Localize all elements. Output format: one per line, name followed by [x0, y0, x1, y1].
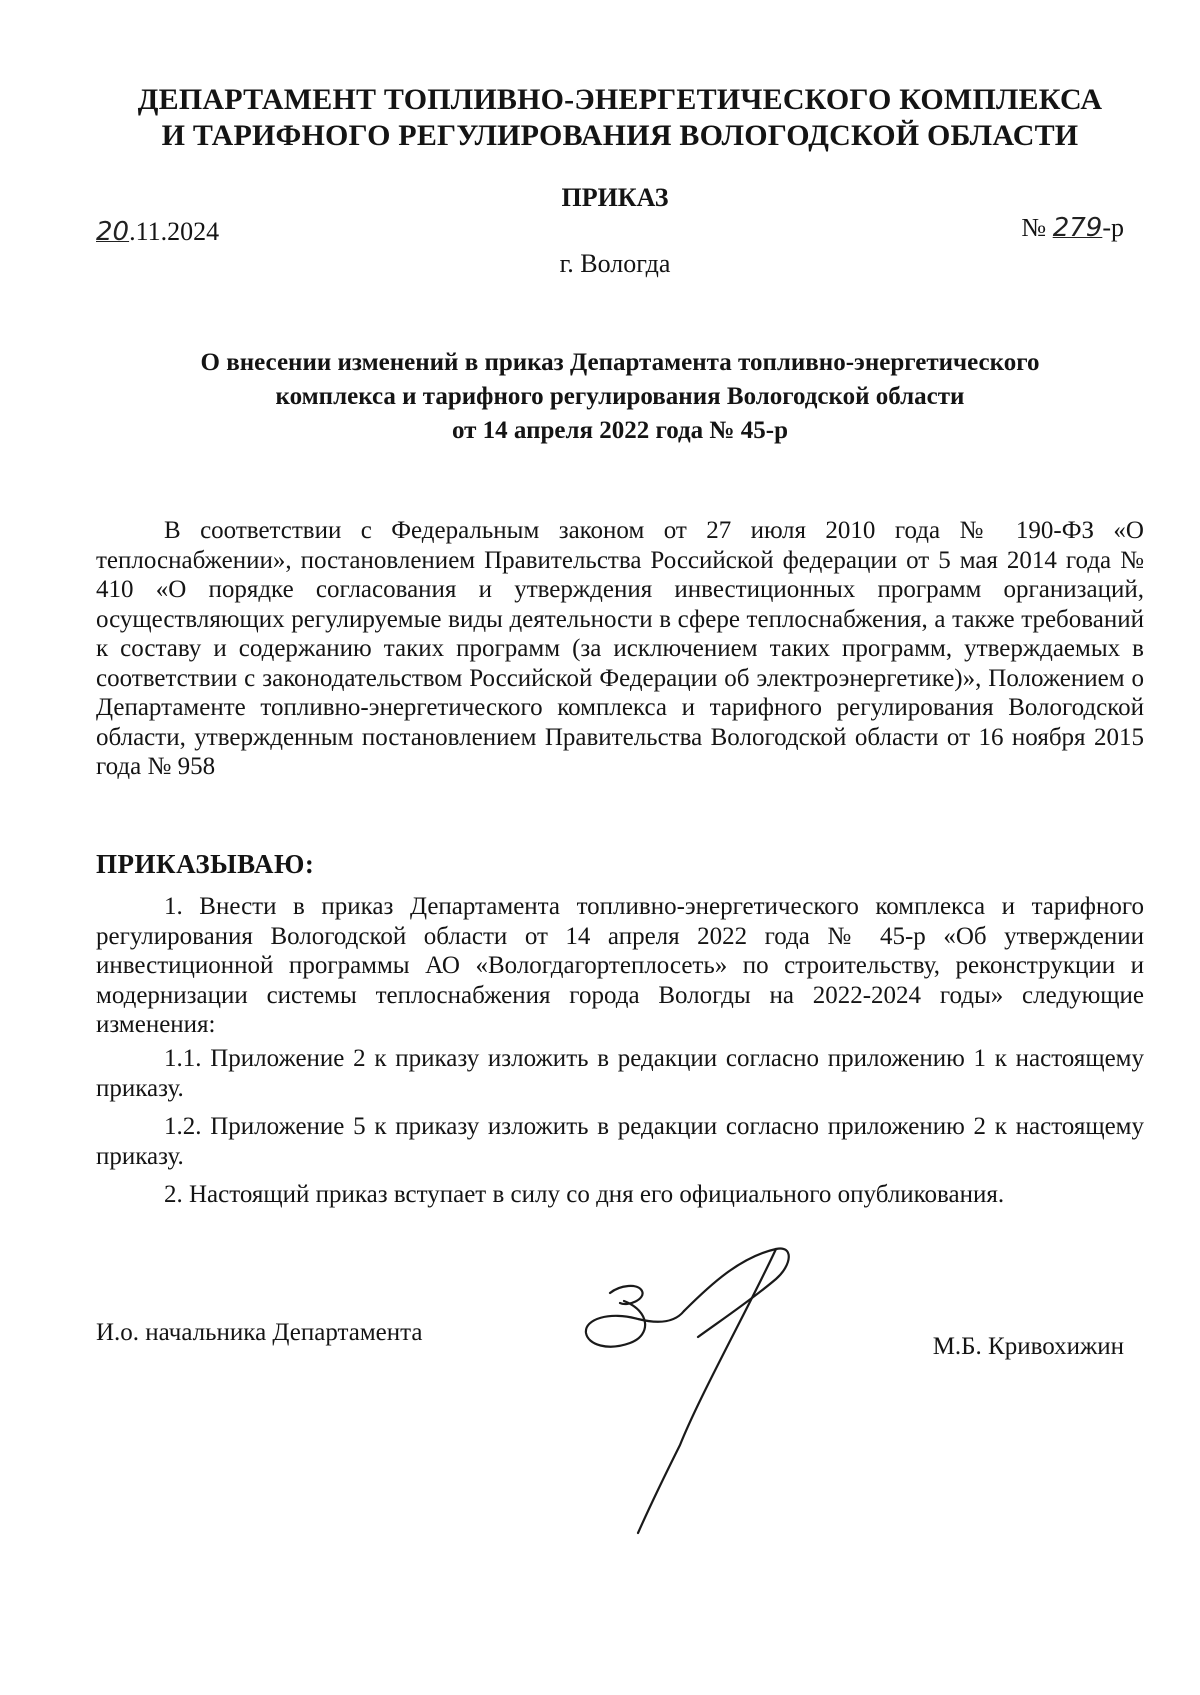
order-subject-line3: от 14 апреля 2022 года № 45-р: [451, 417, 789, 444]
order-subject-line2: комплекса и тарифного регулирования Вологодской области: [275, 383, 965, 410]
item-2-paragraph: 2. Настоящий приказ вступает в силу со дня его официального опубликования.: [164, 1181, 1005, 1208]
handwritten-signature: [580, 1245, 810, 1535]
order-date-day: 20: [96, 217, 130, 247]
department-name-line1: ДЕПАРТАМЕНТ ТОПЛИВНО-ЭНЕРГЕТИЧЕСКОГО КОМПЛЕКСА: [137, 83, 1103, 116]
order-date-rest: .11.2024: [129, 217, 220, 246]
preamble-paragraph: В соответствии с Федеральным законом от 27 июля 2010 года № 190-ФЗ «О теплоснабжении», постановлением Правительства Российской федерации от 5 мая 2014 года № 410 «О порядке согласования и утверждения инвестиционных программ организаций, осуществляющих регулируемые виды деятельности в сфере теплоснабжения, а также требований к составу и содержанию таких программ (за исключением таких программ, утверждаемых в соответствии с законодательством Российской Федерации об электроэнергетике)», Положением о Департаменте топливно-энергетического комплекса и тарифного регулирования Вологодской области, утвержденным постановлением Правительства Вологодской области от 16 ноября 2015 года № 958: [96, 517, 1144, 780]
department-name: [100, 82, 1140, 154]
item-1-2-paragraph: 1.2. Приложение 5 к приказу изложить в редакции согласно приложению 2 к настоящему приказу.: [96, 1113, 1144, 1170]
order-number-prefix: №: [1021, 213, 1053, 242]
item-1-1-paragraph: 1.1. Приложение 2 к приказу изложить в редакции согласно приложению 1 к настоящему приказу.: [96, 1045, 1144, 1102]
doc-type-title: ПРИКАЗ: [561, 183, 669, 212]
order-word: ПРИКАЗЫВАЮ:: [96, 849, 315, 879]
department-name-line2: И ТАРИФНОГО РЕГУЛИРОВАНИЯ ВОЛОГОДСКОЙ ОБЛАСТИ: [161, 119, 1079, 152]
signer-name: М.Б. Кривохижин: [932, 1333, 1124, 1360]
city: г. Вологда: [559, 249, 671, 278]
order-number: [1021, 212, 1124, 244]
signer-position: И.о. начальника Департамента: [96, 1319, 423, 1346]
order-subject: [100, 346, 1140, 448]
item-1-paragraph: 1. Внести в приказ Департамента топливно-энергетического комплекса и тарифного регулирования Вологодской области от 14 апреля 2022 года № 45-р «Об утверждении инвестиционной программы АО «Вологдагортеплосеть» по строительству, реконструкции и модернизации системы теплоснабжения города Вологды на 2022-2024 годы» следующие изменения:: [96, 893, 1144, 1038]
order-number-suffix: -р: [1102, 213, 1124, 242]
order-subject-line1: О внесении изменений в приказ Департамента топливно-энергетического: [200, 349, 1040, 376]
order-date: [96, 216, 219, 248]
order-number-value: 279: [1052, 213, 1103, 243]
